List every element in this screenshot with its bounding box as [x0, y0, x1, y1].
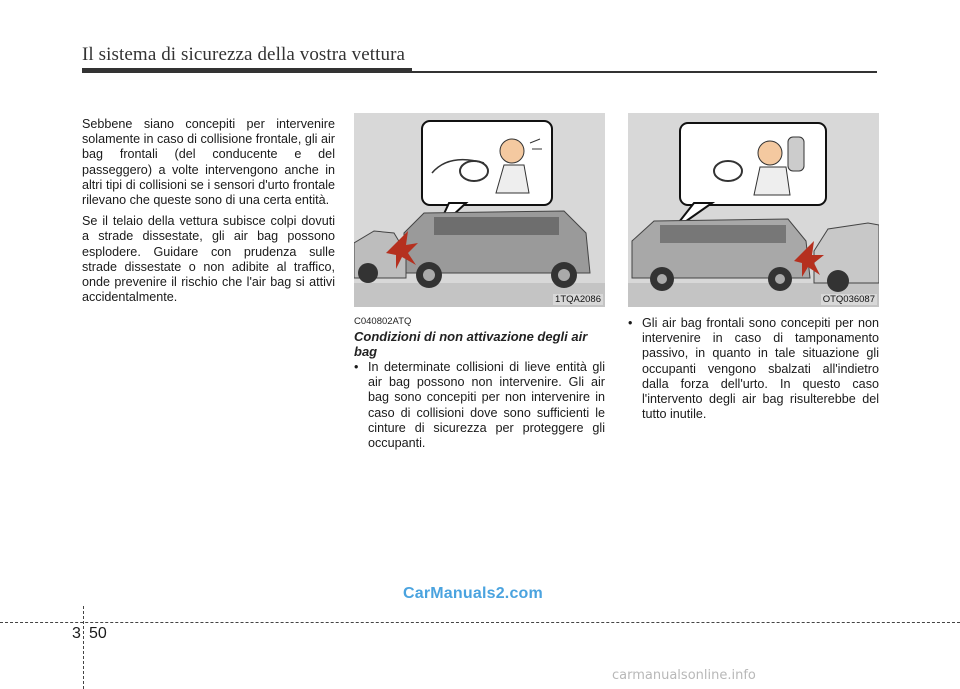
figure-code-label: 1TQA2086 [555, 294, 601, 305]
section-code: C040802ATQ [354, 316, 412, 327]
paragraph-frontal-airbags: Sebbene siano concepiti per intervenire solamente in caso di collisione frontale, gli air bag frontali (del conducente e del passeggero) a volte intervengono anche in altri tipi di collisioni se i sensori d'urto frontale rilevano che queste sono di una certa entità. [82, 117, 335, 208]
paragraph-rough-roads: Se il telaio della vettura subisce colpi dovuti a strade dissestate, gli air bag possono esplodere. Guidare con prudenza sulle strade dissestate o non adibite al traffico, onde prevenire il rischio che l'air bag si attivi accidentalmente. [82, 214, 335, 305]
bullet-text: In determinate collisioni di lieve entità gli air bag possono non intervenire. Gli air bag sono concepiti per non intervenire in caso di collisioni dove sono sufficienti le cinture di sicurezza per proteggere gli occupanti. [368, 360, 605, 451]
chapter-number: 3 [72, 625, 81, 642]
carmanuals-watermark: CarManuals2.com [403, 585, 543, 602]
intro-text [82, 117, 335, 311]
header-rule [82, 71, 877, 73]
figure-code-label: OTQ036087 [822, 294, 875, 305]
frontal-collision-illustration [354, 113, 605, 307]
bullet-dot: • [628, 316, 633, 330]
bullet-minor-collisions [354, 360, 605, 451]
site-watermark: carmanualsonline.info [612, 668, 756, 683]
figure-rear-collision [628, 113, 879, 307]
rear-collision-illustration [628, 113, 879, 307]
footer-rule [0, 622, 960, 623]
bullet-text: Gli air bag frontali sono concepiti per non intervenire in caso di tamponamento passivo, in quanto in tale situazione gli occupanti vengono sbalzati all'indietro dalla forza dell'urto. In questo caso l'intervento degli air bag risulterebbe del tutto inutile. [642, 316, 879, 422]
bullet-dot: • [354, 360, 359, 374]
footer-divider [83, 606, 84, 689]
page-header-title: Il sistema di sicurezza della vostra vettura [82, 44, 406, 65]
section-heading: Condizioni di non attivazione degli air bag [354, 329, 588, 359]
bullet-rear-impact [628, 316, 879, 422]
page-number: 50 [89, 625, 107, 642]
figure-frontal-collision [354, 113, 605, 307]
